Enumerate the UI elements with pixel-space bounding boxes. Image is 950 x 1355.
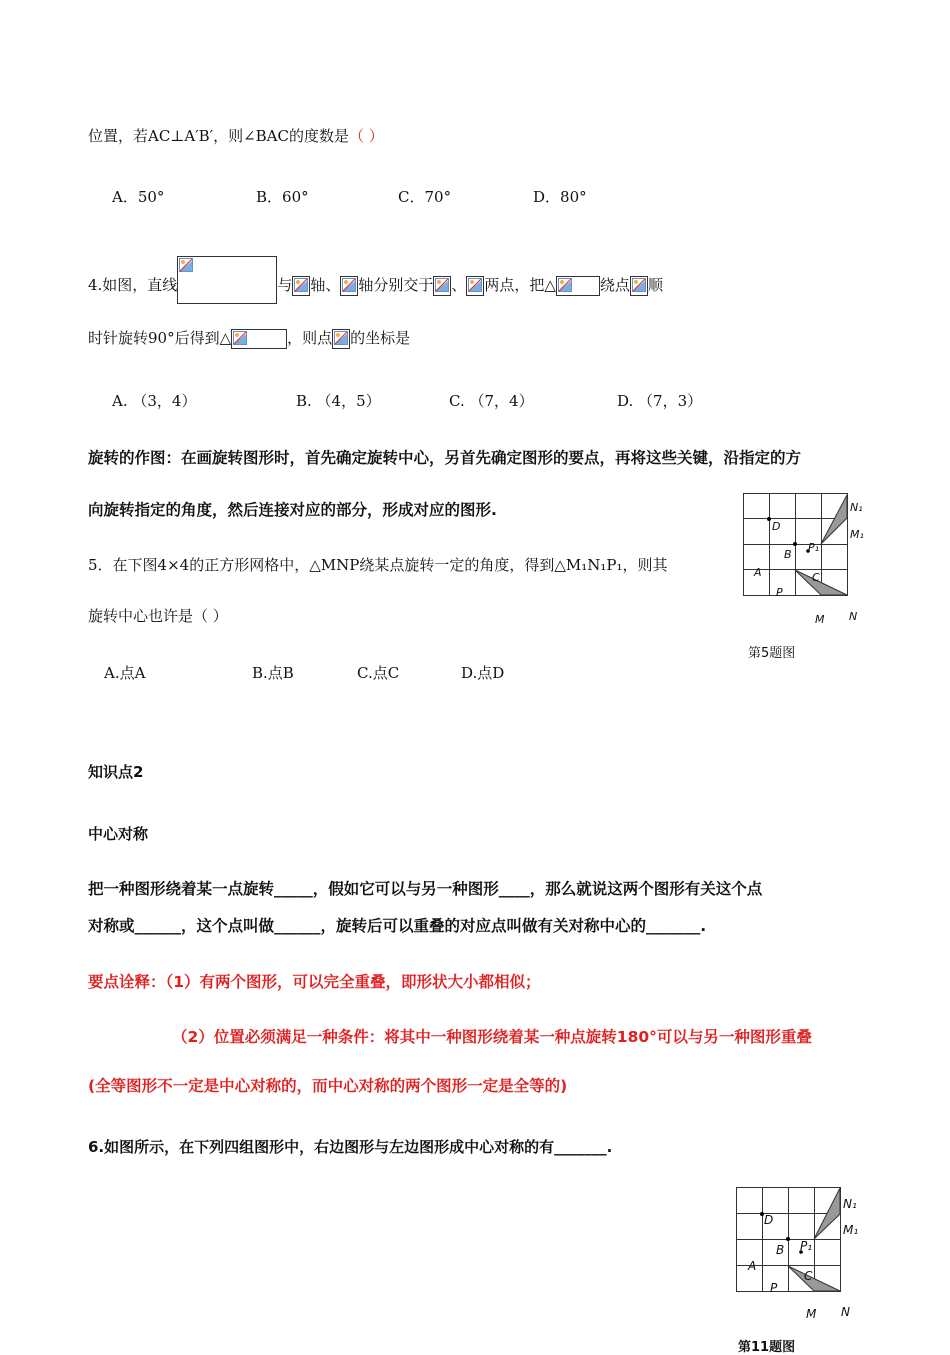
q4-option-a: A. （3，4）	[112, 392, 197, 410]
broken-image-icon	[294, 278, 308, 292]
q4-text-5: 、	[451, 276, 467, 294]
label-m1: M₁	[843, 1223, 859, 1237]
broken-image-icon	[435, 278, 449, 292]
label-m: M	[806, 1307, 817, 1321]
q4-text-3: 轴、	[310, 276, 341, 294]
q6-text: 6.如图所示，在下列四组图形中，右边图形与左边图形成中心对称的有_______.	[88, 1138, 613, 1156]
q3-paren: （ ）	[349, 127, 384, 145]
label-p: P	[776, 586, 783, 599]
q5-option-c: C.点C	[357, 664, 400, 682]
kp2-definition-1: 把一种图形绕着某一点旋转_____，假如它可以与另一种图形____，那么就说这两个图形有关这个点	[88, 880, 763, 898]
q3-option-a: A．50°	[112, 188, 165, 206]
triangle-m1n1p1	[821, 495, 847, 544]
q5-line-1: 5．在下图4×4的正方形网格中，△MNP绕某点旋转一定的角度，得到△M₁N₁P₁，则其	[88, 556, 668, 574]
label-d: D	[764, 1213, 774, 1227]
label-d: D	[772, 520, 781, 533]
formula-image-placeholder	[332, 329, 350, 349]
label-m: M	[815, 613, 825, 626]
method-line-2: 向旋转指定的角度，然后连接对应的部分，形成对应的图形.	[88, 501, 497, 519]
label-p: P	[770, 1281, 778, 1295]
q4-text-1: 4.如图，直线	[88, 276, 178, 294]
q4-line2-text-1: 时针旋转90°后得到△	[88, 329, 232, 347]
q4-line2-text-2: ，则点	[287, 329, 333, 347]
label-b: B	[784, 548, 792, 561]
q4-option-c: C. （7，4）	[449, 392, 534, 410]
label-a: A	[748, 1259, 757, 1273]
q5-grid-figure	[738, 488, 868, 633]
kp2-definition-2: 对称或______，这个点叫做______，旋转后可以重叠的对应点叫做有关对称中心的_______.	[88, 917, 707, 935]
formula-image-placeholder	[177, 256, 277, 304]
kp2-title: 知识点2	[88, 763, 144, 781]
broken-image-icon	[334, 331, 348, 345]
q4-text-2: 与	[277, 276, 293, 294]
q5-figure-caption: 第5题图	[748, 646, 796, 661]
q3-option-d: D．80°	[533, 188, 587, 206]
q4-text-6: 两点，把△	[484, 276, 556, 294]
kp2-key-point-3: (全等图形不一定是中心对称的，而中心对称的两个图形一定是全等的)	[88, 1077, 568, 1095]
formula-image-placeholder	[433, 276, 451, 296]
q3-text: 位置，若AC⊥A′B′，则∠BAC的度数是（ ）	[88, 127, 384, 145]
formula-image-placeholder	[630, 276, 648, 296]
q4-option-b: B. （4，5）	[296, 392, 381, 410]
q4-option-d: D. （7，3）	[617, 392, 703, 410]
label-c: C	[812, 571, 820, 584]
broken-image-icon	[179, 258, 193, 272]
label-n: N	[841, 1305, 850, 1319]
label-p1: P₁	[800, 1239, 813, 1253]
q4-text-7: 绕点	[599, 276, 630, 294]
label-n: N	[849, 610, 858, 623]
formula-image-placeholder	[292, 276, 310, 296]
q6-figure-caption: 第11题图	[738, 1340, 796, 1355]
broken-image-icon	[632, 278, 646, 292]
q5-line-2: 旋转中心也许是（ ）	[88, 607, 228, 625]
kp2-key-point-1: 要点诠释：（1）有两个图形，可以完全重叠，即形状大小都相似；	[88, 973, 541, 991]
broken-image-icon	[233, 331, 247, 345]
label-m1: M₁	[850, 528, 864, 541]
q3-option-c: C．70°	[398, 188, 452, 206]
formula-image-placeholder	[231, 329, 287, 349]
label-n1: N₁	[843, 1197, 857, 1211]
label-a: A	[754, 566, 762, 579]
q3-option-b: B．60°	[256, 188, 309, 206]
label-n1: N₁	[850, 501, 863, 514]
label-c: C	[804, 1269, 813, 1283]
label-p1: P₁	[808, 541, 820, 554]
q4-line2-text-3: 的坐标是	[350, 329, 411, 347]
formula-image-placeholder	[466, 276, 484, 296]
q4-text-8: 顺	[647, 276, 663, 294]
formula-image-placeholder	[340, 276, 358, 296]
q5-option-d: D.点D	[461, 664, 505, 682]
q4-line1	[88, 256, 663, 294]
formula-image-placeholder	[556, 276, 600, 296]
q5-option-a: A.点A	[104, 664, 146, 682]
broken-image-icon	[342, 278, 356, 292]
kp2-key-point-2: （2）位置必须满足一种条件：将其中一种图形绕着某一种点旋转180°可以与另一种图形重叠	[172, 1028, 812, 1046]
label-b: B	[776, 1243, 785, 1257]
q4-line2	[88, 328, 410, 349]
q6-grid-figure	[730, 1182, 870, 1327]
q5-option-b: B.点B	[252, 664, 294, 682]
q4-text-4: 轴分别交于	[358, 276, 434, 294]
method-line-1: 旋转的作图：在画旋转图形时，首先确定旋转中心，另首先确定图形的要点，再将这些关键，沿指定的方	[88, 449, 802, 467]
kp2-subtitle: 中心对称	[88, 825, 149, 843]
broken-image-icon	[558, 278, 572, 292]
broken-image-icon	[468, 278, 482, 292]
